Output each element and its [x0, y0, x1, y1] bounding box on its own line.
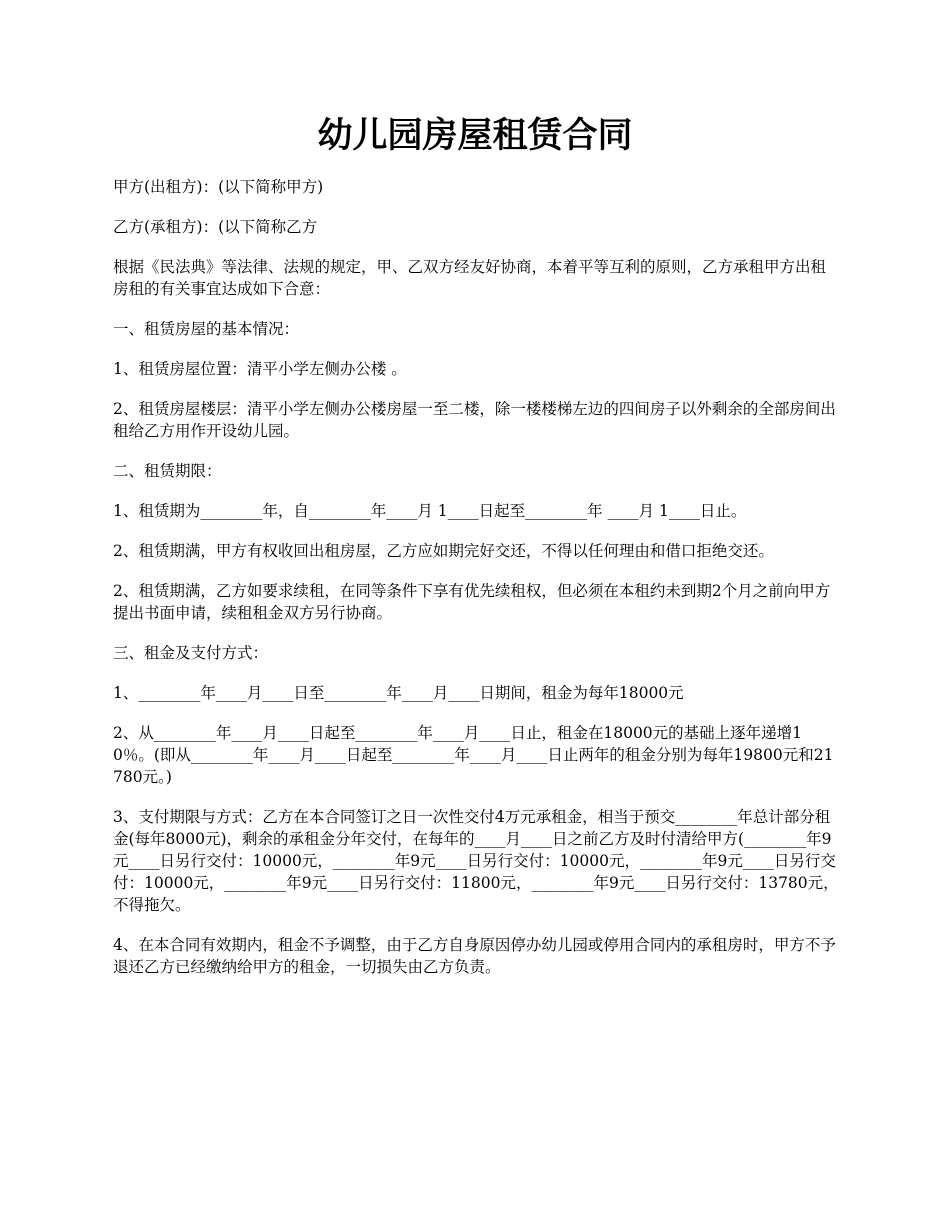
clause-location: 1、租赁房屋位置：清平小学左侧办公楼 。 — [113, 360, 407, 378]
party-b-line: 乙方(承租方)：(以下简称乙方 — [113, 218, 318, 236]
clause-term-renewal: 2、租赁期满，乙方如要求续租，在同等条件下享有优先续租权，但必须在本租约未到期2个月之前向甲方提出书面申请，续租租金双方另行协商。 — [113, 582, 831, 622]
clause-term-period: 1、租赁期为________年，自________年____月 1____日起至________年 ____月 1____日止。 — [113, 502, 747, 520]
section-heading-rent: 三、租金及支付方式： — [113, 644, 269, 662]
document-body — [113, 176, 841, 996]
document-title: 幼儿园房屋租赁合同 — [317, 115, 633, 156]
clause-rent-initial: 1、________年____月____日至________年____月____日期间，租金为每年18000元 — [113, 684, 684, 702]
clause-payment-method: 3、支付期限与方式：乙方在本合同签订之日一次性交付4万元承租金，相当于预交________年总计部分租金(每年8000元)，剩余的承租金分年交付，在每年的____月____日之前乙方及时付清给甲方(________年9元____日另行交付：10000元，________年9元____日另行交付：10000元，________年9元____日另行交付：10000元，________年9元____日另行交付：11800元，________年9元____日另行交付：13780元，不得拖欠。 — [113, 808, 839, 914]
clause-floors: 2、租赁房屋楼层：清平小学左侧办公楼房屋一至二楼，除一楼楼梯左边的四间房子以外剩余的全部房间出租给乙方用作开设幼儿园。 — [113, 400, 836, 440]
preamble-paragraph: 根据《民法典》等法律、法规的规定，甲、乙双方经友好协商，本着平等互利的原则，乙方承租甲方出租房租的有关事宜达成如下合意： — [113, 258, 827, 298]
party-a-line: 甲方(出租方)：(以下简称甲方) — [113, 178, 324, 196]
clause-rent-increase: 2、从________年____月____日起至________年____月____日止，租金在18000元的基础上逐年递增10％。(即从________年____月____日起至________年____月____日止两年的租金分别为每年19800元和21780元。) — [113, 724, 834, 786]
section-heading-basic-info: 一、租赁房屋的基本情况： — [113, 320, 300, 338]
clause-term-expiry-return: 2、租赁期满，甲方有权收回出租房屋，乙方应如期完好交还，不得以任何理由和借口拒绝交还。 — [113, 542, 774, 560]
clause-rent-no-refund: 4、在本合同有效期内，租金不予调整，由于乙方自身原因停办幼儿园或停用合同内的承租房时，甲方不予退还乙方已经缴纳给甲方的租金，一切损失由乙方负责。 — [113, 936, 836, 976]
section-heading-term: 二、租赁期限： — [113, 462, 222, 480]
